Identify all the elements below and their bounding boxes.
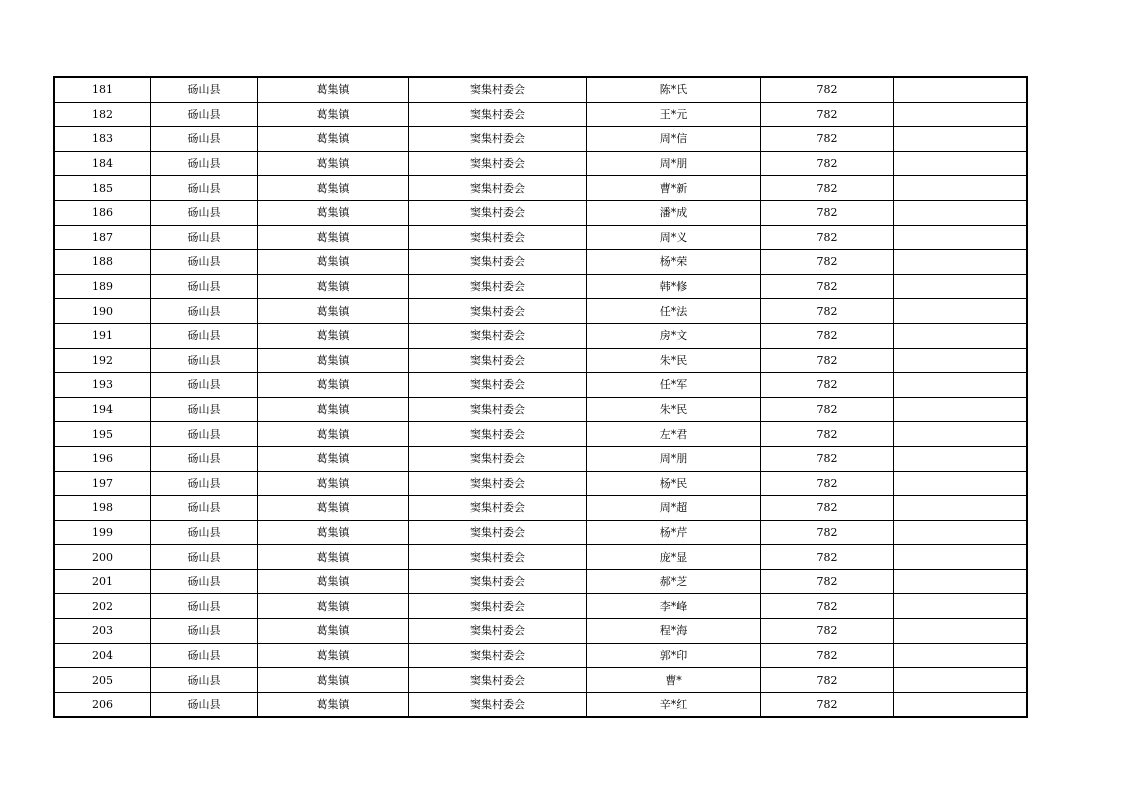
- person-name-cell: 李*峰: [587, 594, 761, 619]
- amount-cell: 782: [761, 151, 894, 176]
- county-cell: 砀山县: [151, 348, 258, 373]
- county-cell: 砀山县: [151, 323, 258, 348]
- village-committee-cell: 窦集村委会: [409, 619, 587, 644]
- note-cell: [894, 151, 1028, 176]
- county-cell: 砀山县: [151, 520, 258, 545]
- note-cell: [894, 176, 1028, 201]
- town-cell: 葛集镇: [258, 250, 409, 275]
- village-committee-cell: 窦集村委会: [409, 225, 587, 250]
- row-number-cell: 203: [54, 619, 151, 644]
- row-number-cell: 198: [54, 496, 151, 521]
- village-committee-cell: 窦集村委会: [409, 176, 587, 201]
- table-row: [54, 77, 1027, 102]
- amount-cell: 782: [761, 668, 894, 693]
- town-cell: 葛集镇: [258, 471, 409, 496]
- person-name-cell: 周*超: [587, 496, 761, 521]
- person-name-cell: 杨*民: [587, 471, 761, 496]
- person-name-cell: 曹*新: [587, 176, 761, 201]
- person-name-cell: 曹*: [587, 668, 761, 693]
- county-cell: 砀山县: [151, 446, 258, 471]
- village-committee-cell: 窦集村委会: [409, 348, 587, 373]
- amount-cell: 782: [761, 200, 894, 225]
- table-row: [54, 102, 1027, 127]
- town-cell: 葛集镇: [258, 496, 409, 521]
- village-committee-cell: 窦集村委会: [409, 299, 587, 324]
- village-committee-cell: 窦集村委会: [409, 496, 587, 521]
- amount-cell: 782: [761, 692, 894, 717]
- town-cell: 葛集镇: [258, 77, 409, 102]
- person-name-cell: 任*法: [587, 299, 761, 324]
- village-committee-cell: 窦集村委会: [409, 422, 587, 447]
- amount-cell: 782: [761, 127, 894, 152]
- county-cell: 砀山县: [151, 299, 258, 324]
- table-row: [54, 545, 1027, 570]
- person-name-cell: 左*君: [587, 422, 761, 447]
- table-row: [54, 323, 1027, 348]
- town-cell: 葛集镇: [258, 446, 409, 471]
- county-cell: 砀山县: [151, 643, 258, 668]
- table-row: [54, 643, 1027, 668]
- town-cell: 葛集镇: [258, 176, 409, 201]
- amount-cell: 782: [761, 594, 894, 619]
- town-cell: 葛集镇: [258, 569, 409, 594]
- person-name-cell: 郭*印: [587, 643, 761, 668]
- person-name-cell: 庞*显: [587, 545, 761, 570]
- note-cell: [894, 274, 1028, 299]
- county-cell: 砀山县: [151, 692, 258, 717]
- county-cell: 砀山县: [151, 151, 258, 176]
- person-name-cell: 周*朋: [587, 151, 761, 176]
- note-cell: [894, 102, 1028, 127]
- table-row: [54, 569, 1027, 594]
- county-cell: 砀山县: [151, 77, 258, 102]
- town-cell: 葛集镇: [258, 545, 409, 570]
- town-cell: 葛集镇: [258, 151, 409, 176]
- town-cell: 葛集镇: [258, 299, 409, 324]
- amount-cell: 782: [761, 225, 894, 250]
- note-cell: [894, 594, 1028, 619]
- row-number-cell: 185: [54, 176, 151, 201]
- town-cell: 葛集镇: [258, 692, 409, 717]
- person-name-cell: 郝*芝: [587, 569, 761, 594]
- note-cell: [894, 668, 1028, 693]
- amount-cell: 782: [761, 77, 894, 102]
- amount-cell: 782: [761, 422, 894, 447]
- town-cell: 葛集镇: [258, 373, 409, 398]
- table-row: [54, 397, 1027, 422]
- table-row: [54, 274, 1027, 299]
- village-committee-cell: 窦集村委会: [409, 397, 587, 422]
- village-committee-cell: 窦集村委会: [409, 274, 587, 299]
- county-cell: 砀山县: [151, 569, 258, 594]
- row-number-cell: 205: [54, 668, 151, 693]
- county-cell: 砀山县: [151, 397, 258, 422]
- table-row: [54, 446, 1027, 471]
- note-cell: [894, 348, 1028, 373]
- table-row: [54, 692, 1027, 717]
- note-cell: [894, 323, 1028, 348]
- amount-cell: 782: [761, 545, 894, 570]
- amount-cell: 782: [761, 250, 894, 275]
- note-cell: [894, 77, 1028, 102]
- county-cell: 砀山县: [151, 250, 258, 275]
- county-cell: 砀山县: [151, 668, 258, 693]
- note-cell: [894, 569, 1028, 594]
- village-committee-cell: 窦集村委会: [409, 250, 587, 275]
- person-name-cell: 朱*民: [587, 348, 761, 373]
- county-cell: 砀山县: [151, 496, 258, 521]
- note-cell: [894, 299, 1028, 324]
- table-row: [54, 668, 1027, 693]
- county-cell: 砀山县: [151, 619, 258, 644]
- town-cell: 葛集镇: [258, 668, 409, 693]
- town-cell: 葛集镇: [258, 397, 409, 422]
- table-row: [54, 619, 1027, 644]
- village-committee-cell: 窦集村委会: [409, 668, 587, 693]
- town-cell: 葛集镇: [258, 422, 409, 447]
- amount-cell: 782: [761, 176, 894, 201]
- row-number-cell: 181: [54, 77, 151, 102]
- person-name-cell: 周*朋: [587, 446, 761, 471]
- county-cell: 砀山县: [151, 200, 258, 225]
- amount-cell: 782: [761, 274, 894, 299]
- county-cell: 砀山县: [151, 274, 258, 299]
- county-cell: 砀山县: [151, 102, 258, 127]
- person-name-cell: 房*文: [587, 323, 761, 348]
- row-number-cell: 186: [54, 200, 151, 225]
- amount-cell: 782: [761, 496, 894, 521]
- table-row: [54, 496, 1027, 521]
- town-cell: 葛集镇: [258, 323, 409, 348]
- table-row: [54, 151, 1027, 176]
- table-row: [54, 250, 1027, 275]
- town-cell: 葛集镇: [258, 643, 409, 668]
- county-cell: 砀山县: [151, 545, 258, 570]
- row-number-cell: 183: [54, 127, 151, 152]
- table-row: [54, 422, 1027, 447]
- town-cell: 葛集镇: [258, 520, 409, 545]
- amount-cell: 782: [761, 323, 894, 348]
- person-name-cell: 王*元: [587, 102, 761, 127]
- county-cell: 砀山县: [151, 373, 258, 398]
- village-committee-cell: 窦集村委会: [409, 200, 587, 225]
- town-cell: 葛集镇: [258, 274, 409, 299]
- amount-cell: 782: [761, 397, 894, 422]
- note-cell: [894, 545, 1028, 570]
- village-committee-cell: 窦集村委会: [409, 692, 587, 717]
- person-name-cell: 陈*氏: [587, 77, 761, 102]
- note-cell: [894, 471, 1028, 496]
- row-number-cell: 191: [54, 323, 151, 348]
- table-row: [54, 127, 1027, 152]
- county-cell: 砀山县: [151, 127, 258, 152]
- row-number-cell: 193: [54, 373, 151, 398]
- village-committee-cell: 窦集村委会: [409, 471, 587, 496]
- note-cell: [894, 692, 1028, 717]
- note-cell: [894, 422, 1028, 447]
- person-name-cell: 程*海: [587, 619, 761, 644]
- amount-cell: 782: [761, 373, 894, 398]
- row-number-cell: 196: [54, 446, 151, 471]
- note-cell: [894, 200, 1028, 225]
- amount-cell: 782: [761, 643, 894, 668]
- person-name-cell: 周*义: [587, 225, 761, 250]
- village-committee-cell: 窦集村委会: [409, 569, 587, 594]
- row-number-cell: 188: [54, 250, 151, 275]
- town-cell: 葛集镇: [258, 102, 409, 127]
- row-number-cell: 197: [54, 471, 151, 496]
- village-committee-cell: 窦集村委会: [409, 520, 587, 545]
- table-body: [54, 77, 1027, 717]
- table-row: [54, 520, 1027, 545]
- village-committee-cell: 窦集村委会: [409, 77, 587, 102]
- table-row: [54, 348, 1027, 373]
- person-name-cell: 韩*修: [587, 274, 761, 299]
- town-cell: 葛集镇: [258, 619, 409, 644]
- note-cell: [894, 127, 1028, 152]
- table-row: [54, 299, 1027, 324]
- note-cell: [894, 250, 1028, 275]
- village-committee-cell: 窦集村委会: [409, 127, 587, 152]
- row-number-cell: 206: [54, 692, 151, 717]
- person-name-cell: 杨*荣: [587, 250, 761, 275]
- amount-cell: 782: [761, 299, 894, 324]
- town-cell: 葛集镇: [258, 200, 409, 225]
- person-name-cell: 周*信: [587, 127, 761, 152]
- town-cell: 葛集镇: [258, 127, 409, 152]
- table-row: [54, 225, 1027, 250]
- table-row: [54, 471, 1027, 496]
- town-cell: 葛集镇: [258, 225, 409, 250]
- row-number-cell: 200: [54, 545, 151, 570]
- village-committee-cell: 窦集村委会: [409, 151, 587, 176]
- person-name-cell: 辛*红: [587, 692, 761, 717]
- row-number-cell: 201: [54, 569, 151, 594]
- amount-cell: 782: [761, 446, 894, 471]
- county-cell: 砀山县: [151, 594, 258, 619]
- note-cell: [894, 397, 1028, 422]
- county-cell: 砀山县: [151, 471, 258, 496]
- county-cell: 砀山县: [151, 422, 258, 447]
- table-row: [54, 200, 1027, 225]
- village-committee-cell: 窦集村委会: [409, 545, 587, 570]
- row-number-cell: 199: [54, 520, 151, 545]
- row-number-cell: 192: [54, 348, 151, 373]
- row-number-cell: 189: [54, 274, 151, 299]
- note-cell: [894, 619, 1028, 644]
- person-name-cell: 杨*芹: [587, 520, 761, 545]
- amount-cell: 782: [761, 471, 894, 496]
- table-row: [54, 176, 1027, 201]
- table-row: [54, 594, 1027, 619]
- row-number-cell: 194: [54, 397, 151, 422]
- town-cell: 葛集镇: [258, 348, 409, 373]
- note-cell: [894, 520, 1028, 545]
- amount-cell: 782: [761, 619, 894, 644]
- row-number-cell: 202: [54, 594, 151, 619]
- note-cell: [894, 225, 1028, 250]
- subsidy-table: [53, 76, 1028, 718]
- person-name-cell: 潘*成: [587, 200, 761, 225]
- village-committee-cell: 窦集村委会: [409, 373, 587, 398]
- village-committee-cell: 窦集村委会: [409, 643, 587, 668]
- note-cell: [894, 446, 1028, 471]
- person-name-cell: 朱*民: [587, 397, 761, 422]
- town-cell: 葛集镇: [258, 594, 409, 619]
- row-number-cell: 204: [54, 643, 151, 668]
- row-number-cell: 190: [54, 299, 151, 324]
- village-committee-cell: 窦集村委会: [409, 102, 587, 127]
- note-cell: [894, 373, 1028, 398]
- amount-cell: 782: [761, 520, 894, 545]
- amount-cell: 782: [761, 102, 894, 127]
- row-number-cell: 182: [54, 102, 151, 127]
- row-number-cell: 184: [54, 151, 151, 176]
- table-row: [54, 373, 1027, 398]
- note-cell: [894, 643, 1028, 668]
- amount-cell: 782: [761, 348, 894, 373]
- village-committee-cell: 窦集村委会: [409, 323, 587, 348]
- person-name-cell: 任*军: [587, 373, 761, 398]
- row-number-cell: 195: [54, 422, 151, 447]
- row-number-cell: 187: [54, 225, 151, 250]
- county-cell: 砀山县: [151, 176, 258, 201]
- amount-cell: 782: [761, 569, 894, 594]
- note-cell: [894, 496, 1028, 521]
- village-committee-cell: 窦集村委会: [409, 594, 587, 619]
- village-committee-cell: 窦集村委会: [409, 446, 587, 471]
- county-cell: 砀山县: [151, 225, 258, 250]
